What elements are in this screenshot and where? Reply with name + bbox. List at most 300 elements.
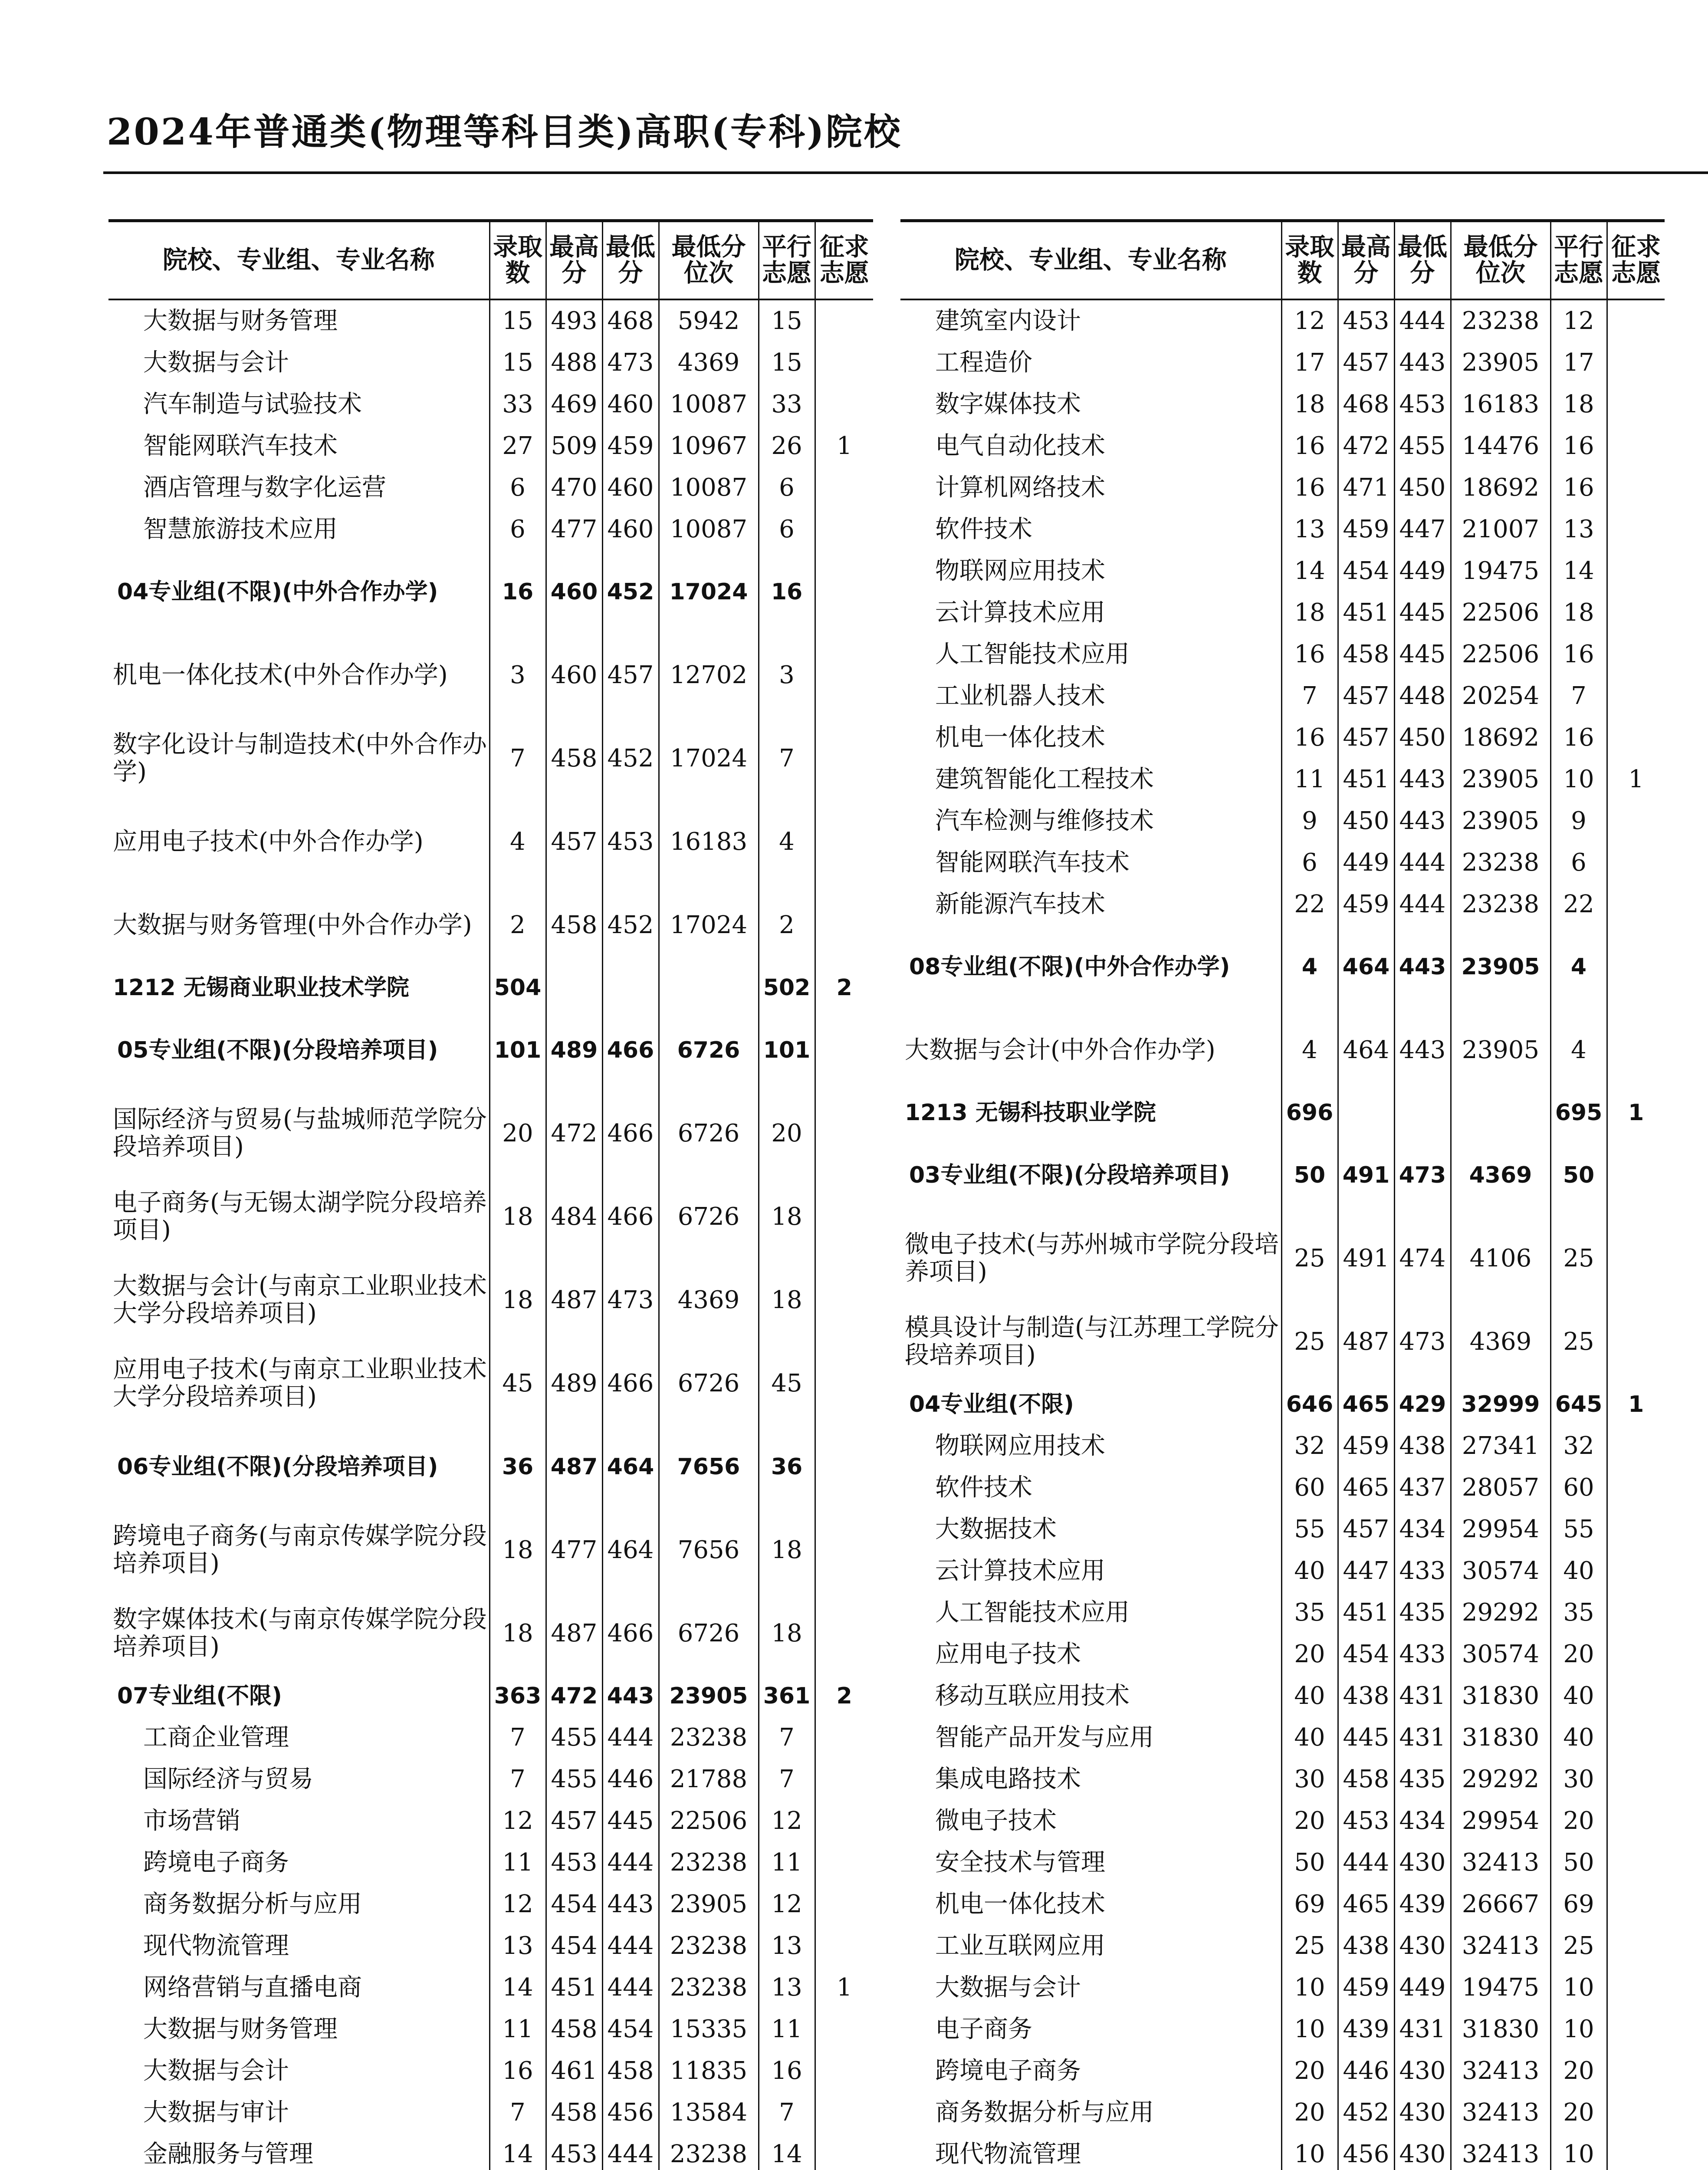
min-score: 443 (1394, 1009, 1451, 1092)
min-rank: 6726 (659, 1342, 759, 1425)
row-name: 跨境电子商务 (143, 1848, 289, 1877)
max-score: 444 (1338, 1842, 1394, 1884)
parallel-count: 361 (759, 1675, 815, 1717)
min-score: 429 (1394, 1384, 1451, 1425)
max-score: 451 (1338, 592, 1394, 634)
max-score: 458 (546, 2092, 602, 2134)
row-name: 大数据与财务管理 (143, 306, 338, 335)
row-name: 建筑室内设计 (935, 306, 1081, 335)
header-min-score: 最低分 (602, 221, 659, 300)
admitted-count: 40 (1281, 1675, 1338, 1717)
row-name: 跨境电子商务(与南京传媒学院分段培养项目) (113, 1522, 487, 1578)
solicit-count (1607, 884, 1665, 925)
max-score: 487 (1338, 1300, 1394, 1384)
admitted-count: 18 (489, 1592, 546, 1675)
solicit-count (815, 1925, 873, 1967)
max-score: 464 (1338, 925, 1394, 1009)
row-name: 安全技术与管理 (935, 1848, 1105, 1877)
group-row (900, 1134, 1665, 1217)
max-score: 465 (1338, 1884, 1394, 1925)
min-rank: 7656 (659, 1509, 759, 1592)
parallel-count: 18 (759, 1509, 815, 1592)
admitted-count: 363 (489, 1675, 546, 1717)
solicit-count (1607, 2092, 1665, 2134)
admitted-count: 7 (489, 717, 546, 800)
max-score: 453 (546, 1842, 602, 1884)
min-score: 435 (1394, 1592, 1451, 1634)
solicit-count (1607, 550, 1665, 592)
parallel-count: 18 (1550, 384, 1607, 425)
admitted-count: 16 (1281, 425, 1338, 467)
solicit-count (1607, 1634, 1665, 1675)
min-score: 450 (1394, 717, 1451, 759)
major-row (108, 1967, 873, 2009)
min-rank: 31830 (1451, 2009, 1550, 2050)
max-score: 459 (1338, 1967, 1394, 2009)
major-row (108, 717, 873, 800)
min-rank: 16183 (1451, 384, 1550, 425)
solicit-count (815, 800, 873, 884)
min-rank: 23905 (1451, 342, 1550, 384)
parallel-count: 50 (1550, 1842, 1607, 1884)
min-score: 444 (1394, 842, 1451, 884)
max-score: 465 (1338, 1467, 1394, 1509)
parallel-count: 26 (759, 425, 815, 467)
parallel-count: 18 (759, 1592, 815, 1675)
min-score: 443 (602, 1884, 659, 1925)
row-name: 软件技术 (935, 1473, 1032, 1502)
parallel-count: 101 (759, 1009, 815, 1092)
parallel-count: 7 (1550, 675, 1607, 717)
admitted-count: 646 (1281, 1384, 1338, 1425)
min-rank: 21788 (659, 1759, 759, 1800)
min-score: 435 (1394, 1759, 1451, 1800)
row-name: 智慧旅游技术应用 (143, 515, 338, 543)
min-rank (659, 967, 759, 1009)
parallel-count: 12 (759, 1884, 815, 1925)
min-score: 445 (1394, 592, 1451, 634)
admitted-count: 18 (489, 1509, 546, 1592)
major-row (900, 592, 1665, 634)
solicit-count (1607, 1842, 1665, 1884)
row-name: 大数据与会计(与南京工业职业技术大学分段培养项目) (113, 1272, 487, 1328)
min-rank: 32413 (1451, 2134, 1550, 2170)
solicit-count: 1 (1607, 759, 1665, 800)
solicit-count (815, 1759, 873, 1800)
solicit-count (1607, 800, 1665, 842)
min-score: 455 (1394, 425, 1451, 467)
min-rank: 17024 (659, 550, 759, 634)
min-rank: 29954 (1451, 1800, 1550, 1842)
parallel-count: 645 (1550, 1384, 1607, 1425)
major-row (900, 1009, 1665, 1092)
min-rank: 6726 (659, 1009, 759, 1092)
row-name: 集成电路技术 (935, 1765, 1081, 1793)
parallel-count: 6 (1550, 842, 1607, 884)
parallel-count: 10 (1550, 1967, 1607, 2009)
max-score: 453 (1338, 1800, 1394, 1842)
solicit-count (1607, 1134, 1665, 1217)
min-rank: 28057 (1451, 1467, 1550, 1509)
parallel-count: 7 (759, 1717, 815, 1759)
min-score: 434 (1394, 1509, 1451, 1550)
row-name: 机电一体化技术(中外合作办学) (113, 661, 448, 689)
min-score: 433 (1394, 1634, 1451, 1675)
min-rank: 4369 (1451, 1300, 1550, 1384)
min-score: 430 (1394, 2092, 1451, 2134)
admitted-count: 16 (1281, 717, 1338, 759)
major-row (900, 384, 1665, 425)
min-score: 448 (1394, 675, 1451, 717)
parallel-count: 16 (1550, 425, 1607, 467)
min-rank: 10087 (659, 509, 759, 550)
min-rank: 21007 (1451, 509, 1550, 550)
row-name: 新能源汽车技术 (935, 890, 1105, 918)
min-rank: 10087 (659, 384, 759, 425)
row-name: 大数据与财务管理(中外合作办学) (113, 911, 472, 939)
max-score: 458 (546, 884, 602, 967)
parallel-count: 13 (1550, 509, 1607, 550)
row-name: 金融服务与管理 (143, 2140, 313, 2168)
major-row (900, 842, 1665, 884)
min-rank: 30574 (1451, 1550, 1550, 1592)
min-rank: 31830 (1451, 1675, 1550, 1717)
row-name: 数字化设计与制造技术(中外合作办学) (113, 730, 487, 786)
min-score: 443 (1394, 342, 1451, 384)
min-rank: 17024 (659, 884, 759, 967)
admitted-count: 14 (489, 1967, 546, 2009)
row-name: 移动互联应用技术 (935, 1681, 1130, 1710)
solicit-count (815, 1425, 873, 1509)
title-rule (103, 171, 1708, 174)
min-rank: 22506 (659, 1800, 759, 1842)
min-score: 430 (1394, 2134, 1451, 2170)
parallel-count: 20 (1550, 2050, 1607, 2092)
min-score: 473 (1394, 1300, 1451, 1384)
admitted-count: 20 (489, 1092, 546, 1175)
min-rank: 13584 (659, 2092, 759, 2134)
min-score: 438 (1394, 1425, 1451, 1467)
solicit-count (815, 1259, 873, 1342)
row-name: 酒店管理与数字化运营 (143, 473, 386, 502)
min-rank: 29292 (1451, 1592, 1550, 1634)
min-rank: 23238 (659, 1717, 759, 1759)
solicit-count (1607, 1717, 1665, 1759)
min-score: 445 (1394, 634, 1451, 675)
parallel-count: 13 (759, 1925, 815, 1967)
header-min-rank: 最低分位次 (659, 221, 759, 300)
solicit-count (815, 1009, 873, 1092)
major-row (900, 1967, 1665, 2009)
parallel-count: 17 (1550, 342, 1607, 384)
parallel-count: 15 (759, 299, 815, 342)
row-name: 机电一体化技术 (935, 1890, 1105, 1918)
major-row (108, 800, 873, 884)
min-rank: 23905 (659, 1675, 759, 1717)
max-score: 454 (546, 1884, 602, 1925)
header-min-score: 最低分 (1394, 221, 1451, 300)
parallel-count: 25 (1550, 1217, 1607, 1300)
parallel-count: 20 (1550, 1634, 1607, 1675)
max-score: 470 (546, 467, 602, 509)
min-rank: 23905 (1451, 800, 1550, 842)
major-row (108, 1842, 873, 1884)
min-rank: 18692 (1451, 717, 1550, 759)
major-row (108, 1925, 873, 1967)
min-score: 464 (602, 1425, 659, 1509)
admitted-count: 25 (1281, 1300, 1338, 1384)
header-min-rank: 最低分位次 (1451, 221, 1550, 300)
row-name: 云计算技术应用 (935, 1556, 1105, 1585)
row-name: 数字媒体技术(与南京传媒学院分段培养项目) (113, 1605, 487, 1661)
max-score: 457 (546, 1800, 602, 1842)
group-row (900, 1384, 1665, 1425)
min-score: 473 (602, 1259, 659, 1342)
row-name: 微电子技术 (935, 1806, 1057, 1835)
min-rank: 31830 (1451, 1717, 1550, 1759)
min-score: 445 (602, 1800, 659, 1842)
min-score: 446 (602, 1759, 659, 1800)
parallel-count: 695 (1550, 1092, 1607, 1134)
max-score: 469 (546, 384, 602, 425)
solicit-count (815, 1092, 873, 1175)
admitted-count: 25 (1281, 1217, 1338, 1300)
max-score: 509 (546, 425, 602, 467)
solicit-count (815, 1842, 873, 1884)
parallel-count: 55 (1550, 1509, 1607, 1550)
parallel-count: 30 (1550, 1759, 1607, 1800)
major-row (108, 509, 873, 550)
min-rank: 23238 (659, 1842, 759, 1884)
major-row (900, 1675, 1665, 1717)
parallel-count: 12 (1550, 299, 1607, 342)
parallel-count: 20 (759, 1092, 815, 1175)
row-name: 1212 无锡商业职业技术学院 (113, 974, 409, 1001)
admitted-count: 36 (489, 1425, 546, 1509)
row-name: 人工智能技术应用 (935, 640, 1130, 668)
group-row (900, 925, 1665, 1009)
admission-table-left (108, 219, 873, 2170)
min-score: 466 (602, 1092, 659, 1175)
group-row (108, 550, 873, 634)
solicit-count (1607, 1925, 1665, 1967)
solicit-count (815, 467, 873, 509)
admitted-count: 4 (489, 800, 546, 884)
major-row (108, 1759, 873, 1800)
admitted-count: 18 (1281, 592, 1338, 634)
min-score: 452 (602, 717, 659, 800)
major-row (108, 1509, 873, 1592)
solicit-count (1607, 675, 1665, 717)
row-name: 08专业组(不限)(中外合作办学) (909, 953, 1230, 980)
admitted-count: 3 (489, 634, 546, 717)
row-name: 智能网联汽车技术 (143, 431, 338, 460)
min-rank: 7656 (659, 1425, 759, 1509)
max-score: 455 (546, 1759, 602, 1800)
min-rank: 4106 (1451, 1217, 1550, 1300)
row-name: 03专业组(不限)(分段培养项目) (909, 1162, 1230, 1188)
min-score: 466 (602, 1175, 659, 1259)
major-row (900, 884, 1665, 925)
min-score: 474 (1394, 1217, 1451, 1300)
row-name: 大数据技术 (935, 1515, 1057, 1543)
left-column (108, 219, 873, 2170)
parallel-count: 15 (759, 342, 815, 384)
row-name: 跨境电子商务 (935, 2056, 1081, 2085)
admitted-count: 14 (1281, 550, 1338, 592)
major-row (900, 1759, 1665, 1800)
admitted-count: 40 (1281, 1550, 1338, 1592)
header-parallel: 平行志愿 (759, 221, 815, 300)
admitted-count: 18 (489, 1175, 546, 1259)
parallel-count: 11 (759, 1842, 815, 1884)
min-score: 431 (1394, 1717, 1451, 1759)
parallel-count: 18 (759, 1175, 815, 1259)
min-score: 434 (1394, 1800, 1451, 1842)
solicit-count (1607, 1217, 1665, 1300)
parallel-count: 22 (1550, 884, 1607, 925)
admitted-count: 17 (1281, 342, 1338, 384)
parallel-count: 32 (1550, 1425, 1607, 1467)
max-score: 460 (546, 634, 602, 717)
major-row (900, 1925, 1665, 1967)
major-row (900, 634, 1665, 675)
row-name: 智能产品开发与应用 (935, 1723, 1154, 1752)
admitted-count: 10 (1281, 1967, 1338, 2009)
admitted-count: 11 (489, 2009, 546, 2050)
row-name: 大数据与财务管理 (143, 2015, 338, 2043)
max-score: 458 (1338, 634, 1394, 675)
max-score: 454 (1338, 1634, 1394, 1675)
row-name: 大数据与会计(中外合作办学) (905, 1036, 1215, 1064)
admitted-count: 101 (489, 1009, 546, 1092)
row-name: 现代物流管理 (935, 2140, 1081, 2168)
row-name: 07专业组(不限) (117, 1683, 282, 1709)
major-row (108, 2134, 873, 2170)
min-rank: 6726 (659, 1175, 759, 1259)
row-name: 微电子技术(与苏州城市学院分段培养项目) (905, 1230, 1279, 1286)
admitted-count: 13 (489, 1925, 546, 1967)
min-score: 443 (1394, 925, 1451, 1009)
max-score: 453 (546, 2134, 602, 2170)
parallel-count: 10 (1550, 2009, 1607, 2050)
parallel-count: 25 (1550, 1925, 1607, 1967)
min-rank: 11835 (659, 2050, 759, 2092)
min-rank: 23238 (659, 2134, 759, 2170)
min-score: 443 (602, 1675, 659, 1717)
parallel-count: 2 (759, 884, 815, 967)
min-score: 444 (602, 1925, 659, 1967)
solicit-count (815, 1884, 873, 1925)
solicit-count (1607, 1759, 1665, 1800)
max-score: 459 (1338, 884, 1394, 925)
max-score: 439 (1338, 2009, 1394, 2050)
parallel-count: 18 (759, 1259, 815, 1342)
parallel-count: 14 (1550, 550, 1607, 592)
admitted-count: 12 (489, 1800, 546, 1842)
max-score: 451 (1338, 1592, 1394, 1634)
max-score: 438 (1338, 1925, 1394, 1967)
min-rank: 23238 (659, 1967, 759, 2009)
parallel-count: 35 (1550, 1592, 1607, 1634)
row-name: 商务数据分析与应用 (935, 2098, 1154, 2127)
min-score: 444 (602, 1842, 659, 1884)
row-name: 数字媒体技术 (935, 390, 1081, 418)
min-score (1394, 1092, 1451, 1134)
min-score: 430 (1394, 1925, 1451, 1967)
solicit-count (815, 342, 873, 384)
min-score: 431 (1394, 2009, 1451, 2050)
admitted-count: 25 (1281, 1925, 1338, 1967)
min-score: 456 (602, 2092, 659, 2134)
major-row (900, 2050, 1665, 2092)
parallel-count: 7 (759, 717, 815, 800)
parallel-count: 16 (1550, 634, 1607, 675)
major-row (108, 1342, 873, 1425)
major-row (900, 759, 1665, 800)
parallel-count: 4 (1550, 925, 1607, 1009)
solicit-count: 1 (815, 425, 873, 467)
major-row (108, 1592, 873, 1675)
min-score: 449 (1394, 550, 1451, 592)
row-name: 电子商务 (935, 2015, 1032, 2043)
parallel-count: 36 (759, 1425, 815, 1509)
admitted-count: 33 (489, 384, 546, 425)
parallel-count: 16 (759, 550, 815, 634)
solicit-count (815, 1592, 873, 1675)
max-score: 489 (546, 1342, 602, 1425)
admitted-count: 10 (1281, 2009, 1338, 2050)
row-name: 大数据与审计 (143, 2098, 289, 2127)
solicit-count (815, 2050, 873, 2092)
solicit-count (1607, 1467, 1665, 1509)
min-rank: 29954 (1451, 1509, 1550, 1550)
row-name: 汽车检测与维修技术 (935, 806, 1154, 835)
admitted-count: 15 (489, 299, 546, 342)
header-name: 院校、专业组、专业名称 (108, 221, 489, 300)
min-score: 444 (1394, 299, 1451, 342)
major-row (900, 2092, 1665, 2134)
row-name: 05专业组(不限)(分段培养项目) (117, 1037, 438, 1063)
row-name: 工业互联网应用 (935, 1931, 1105, 1960)
header-parallel: 平行志愿 (1550, 221, 1607, 300)
min-score: 444 (602, 1717, 659, 1759)
table-body-right (900, 299, 1665, 2170)
parallel-count: 12 (759, 1800, 815, 1842)
parallel-count: 40 (1550, 1550, 1607, 1592)
min-score: 447 (1394, 509, 1451, 550)
parallel-count: 16 (1550, 717, 1607, 759)
major-row (900, 299, 1665, 342)
min-rank: 10967 (659, 425, 759, 467)
solicit-count (815, 1509, 873, 1592)
min-score: 460 (602, 467, 659, 509)
row-name: 市场营销 (143, 1806, 240, 1835)
major-row (900, 1592, 1665, 1634)
solicit-count (815, 2092, 873, 2134)
row-name: 大数据与会计 (935, 1973, 1081, 2002)
min-rank: 23238 (1451, 884, 1550, 925)
row-name: 工业机器人技术 (935, 681, 1105, 710)
max-score: 457 (1338, 1509, 1394, 1550)
min-rank: 23905 (659, 1884, 759, 1925)
admitted-count: 7 (489, 1717, 546, 1759)
min-score: 453 (1394, 384, 1451, 425)
solicit-count (1607, 1800, 1665, 1842)
parallel-count: 18 (1550, 592, 1607, 634)
row-name: 软件技术 (935, 515, 1032, 543)
parallel-count: 11 (759, 2009, 815, 2050)
